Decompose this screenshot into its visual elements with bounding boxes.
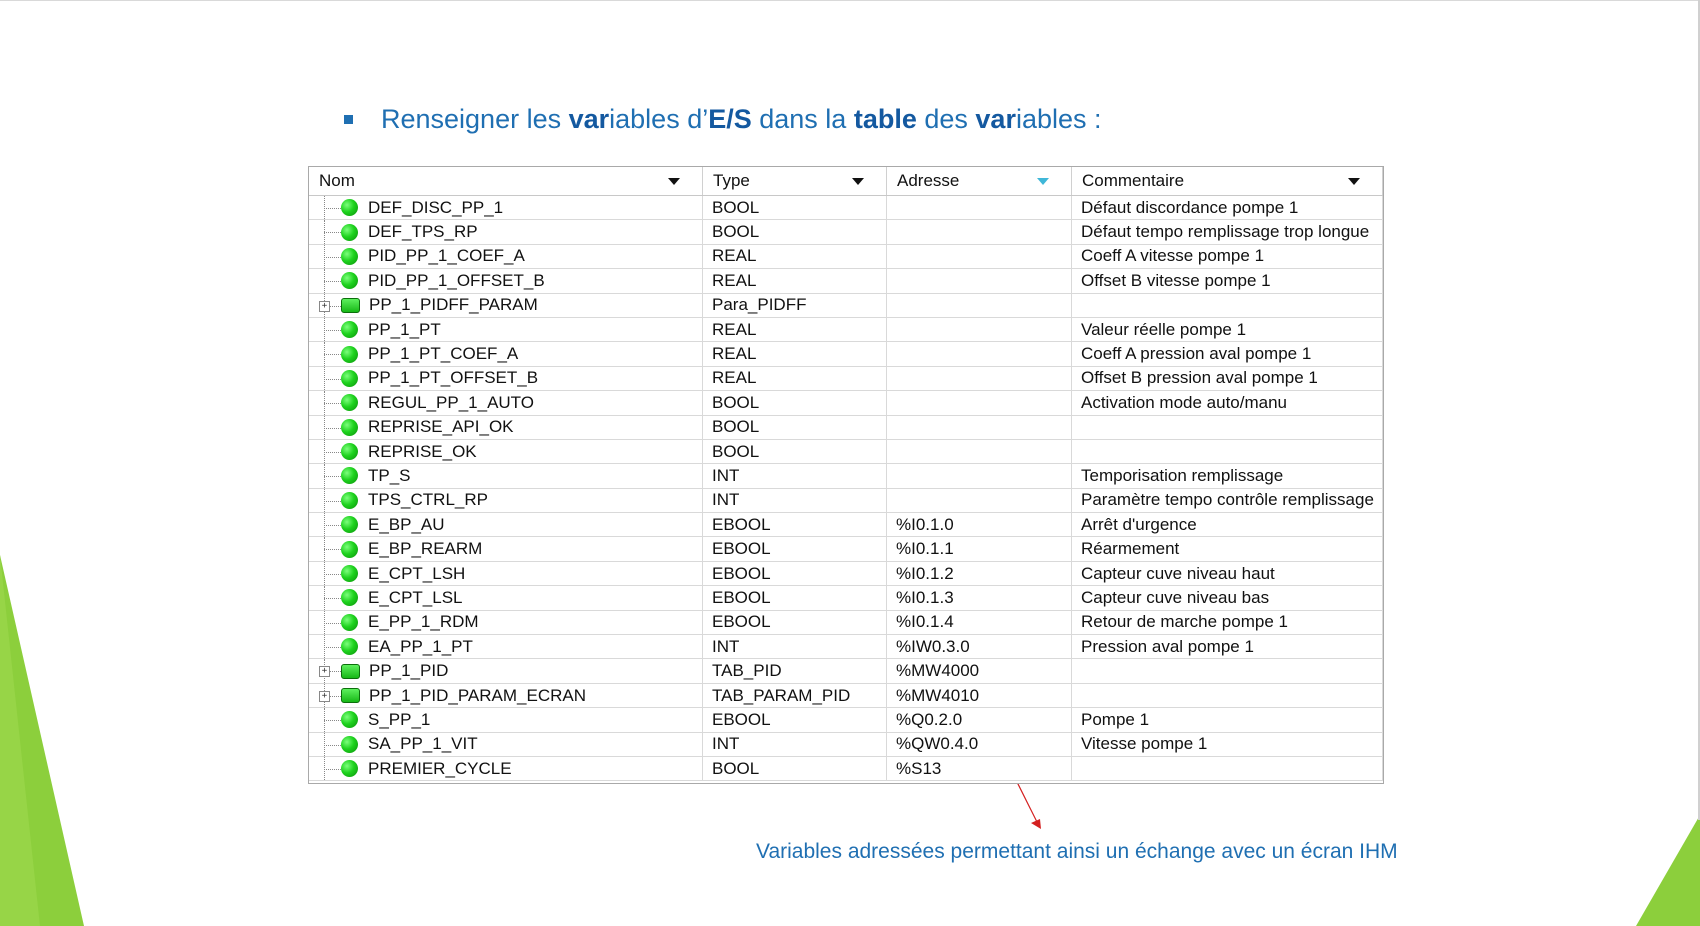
structure-icon <box>341 688 360 703</box>
tree-connector <box>309 269 341 292</box>
table-row[interactable] <box>309 294 1383 318</box>
cell-comment[interactable]: Coeff A vitesse pompe 1 <box>1072 245 1383 268</box>
cell-name[interactable] <box>309 537 703 560</box>
table-row[interactable] <box>309 733 1383 757</box>
slide-heading <box>344 104 1102 135</box>
variable-icon <box>341 492 358 509</box>
cell-address[interactable] <box>887 440 1072 463</box>
variable-name: REPRISE_API_OK <box>368 417 514 437</box>
variable-name: PP_1_PT_COEF_A <box>368 344 519 364</box>
table-header <box>309 167 1383 196</box>
cell-type[interactable]: REAL <box>703 342 887 365</box>
tree-connector <box>309 391 341 414</box>
cell-name[interactable] <box>309 440 703 463</box>
cell-name[interactable] <box>309 611 703 634</box>
tree-connector <box>309 220 341 243</box>
variable-icon <box>341 736 358 753</box>
cell-address[interactable] <box>887 489 1072 512</box>
cell-comment[interactable] <box>1072 294 1383 317</box>
left-green-triangle-light <box>0 555 40 926</box>
table-row[interactable] <box>309 611 1383 635</box>
slide-top-border <box>0 0 1700 1</box>
structure-icon <box>341 298 360 313</box>
cell-name[interactable] <box>309 269 703 292</box>
tree-connector <box>309 245 341 268</box>
tree-connector <box>309 708 341 731</box>
cell-name[interactable] <box>309 586 703 609</box>
table-row[interactable] <box>309 659 1383 683</box>
cell-name[interactable] <box>309 757 703 780</box>
filter-dropdown-icon[interactable] <box>1348 178 1360 185</box>
cell-comment[interactable]: Arrêt d'urgence <box>1072 513 1383 536</box>
variable-icon <box>341 419 358 436</box>
cell-type[interactable]: BOOL <box>703 757 887 780</box>
cell-comment[interactable]: Défaut tempo remplissage trop longue <box>1072 220 1383 243</box>
tree-connector <box>309 562 341 585</box>
table-row[interactable] <box>309 245 1383 269</box>
variable-name: TP_S <box>368 465 411 485</box>
tree-connector <box>309 635 341 658</box>
variable-name: PP_1_PID <box>369 661 449 681</box>
table-row[interactable] <box>309 416 1383 440</box>
cell-type[interactable]: EBOOL <box>703 562 887 585</box>
tree-connector <box>309 294 341 317</box>
cell-address[interactable]: %I0.1.2 <box>887 562 1072 585</box>
table-row[interactable] <box>309 513 1383 537</box>
table-row[interactable] <box>309 757 1383 781</box>
variable-name: E_CPT_LSH <box>368 563 466 583</box>
table-row[interactable] <box>309 318 1383 342</box>
table-row[interactable] <box>309 537 1383 561</box>
cell-address[interactable] <box>887 416 1072 439</box>
cell-comment[interactable]: Retour de marche pompe 1 <box>1072 611 1383 634</box>
tree-connector <box>309 318 341 341</box>
variable-icon <box>341 394 358 411</box>
variable-name: E_BP_REARM <box>368 539 483 559</box>
annotation-arrow-head <box>1031 819 1041 829</box>
variable-icon <box>341 614 358 631</box>
cell-comment[interactable]: Paramètre tempo contrôle remplissage <box>1072 489 1383 512</box>
cell-comment[interactable] <box>1072 659 1383 682</box>
cell-type[interactable]: REAL <box>703 367 887 390</box>
cell-address[interactable] <box>887 269 1072 292</box>
cell-address[interactable]: %IW0.3.0 <box>887 635 1072 658</box>
table-row[interactable] <box>309 464 1383 488</box>
cell-address[interactable]: %I0.1.0 <box>887 513 1072 536</box>
tree-connector <box>309 586 341 609</box>
variable-icon <box>341 516 358 533</box>
cell-comment[interactable]: Offset B pression aval pompe 1 <box>1072 367 1383 390</box>
column-header-type[interactable]: Type <box>703 167 887 195</box>
cell-name[interactable] <box>309 635 703 658</box>
cell-type[interactable]: INT <box>703 635 887 658</box>
cell-comment[interactable]: Capteur cuve niveau haut <box>1072 562 1383 585</box>
cell-type[interactable]: INT <box>703 733 887 756</box>
cell-name[interactable] <box>309 659 703 682</box>
cell-address[interactable] <box>887 367 1072 390</box>
variable-icon <box>341 565 358 582</box>
cell-type[interactable]: EBOOL <box>703 611 887 634</box>
cell-comment[interactable] <box>1072 684 1383 707</box>
table-row[interactable] <box>309 367 1383 391</box>
variable-name: TPS_CTRL_RP <box>368 490 488 510</box>
cell-name[interactable] <box>309 684 703 707</box>
variable-icon <box>341 760 358 777</box>
cell-type[interactable]: INT <box>703 464 887 487</box>
variable-name: S_PP_1 <box>368 709 431 729</box>
cell-name[interactable] <box>309 562 703 585</box>
cell-comment[interactable]: Vitesse pompe 1 <box>1072 733 1383 756</box>
cell-address[interactable] <box>887 220 1072 243</box>
variable-icon <box>341 272 358 289</box>
variable-icon <box>341 321 358 338</box>
variable-name: REGUL_PP_1_AUTO <box>368 392 534 412</box>
cell-type[interactable]: TAB_PARAM_PID <box>703 684 887 707</box>
table-row[interactable] <box>309 342 1383 366</box>
tree-connector <box>309 684 341 707</box>
tree-connector <box>309 489 341 512</box>
tree-connector <box>309 733 341 756</box>
cell-comment[interactable]: Coeff A pression aval pompe 1 <box>1072 342 1383 365</box>
cell-address[interactable]: %I0.1.4 <box>887 611 1072 634</box>
cell-address[interactable]: %MW4000 <box>887 659 1072 682</box>
cell-type[interactable]: EBOOL <box>703 537 887 560</box>
cell-name[interactable] <box>309 367 703 390</box>
cell-type[interactable]: TAB_PID <box>703 659 887 682</box>
variable-name: PID_PP_1_COEF_A <box>368 246 525 266</box>
tree-connector <box>309 440 341 463</box>
cell-comment[interactable]: Valeur réelle pompe 1 <box>1072 318 1383 341</box>
left-green-triangle <box>0 555 84 926</box>
tree-connector <box>309 342 341 365</box>
cell-address[interactable]: %Q0.2.0 <box>887 708 1072 731</box>
variable-name: DEF_TPS_RP <box>368 222 478 242</box>
cell-name[interactable] <box>309 489 703 512</box>
cell-address[interactable] <box>887 318 1072 341</box>
cell-address[interactable]: %I0.1.1 <box>887 537 1072 560</box>
variable-icon <box>341 370 358 387</box>
heading-text: Renseigner les variables d’E/S dans la table des variables : <box>381 104 1102 134</box>
tree-connector <box>309 611 341 634</box>
cell-type[interactable]: BOOL <box>703 416 887 439</box>
tree-connector <box>309 367 341 390</box>
cell-comment[interactable]: Pression aval pompe 1 <box>1072 635 1383 658</box>
cell-name[interactable] <box>309 733 703 756</box>
variable-name: PP_1_PT <box>368 319 441 339</box>
cell-address[interactable]: %I0.1.3 <box>887 586 1072 609</box>
variable-name: E_BP_AU <box>368 514 445 534</box>
cell-name[interactable] <box>309 342 703 365</box>
cell-type[interactable]: REAL <box>703 245 887 268</box>
cell-comment[interactable] <box>1072 416 1383 439</box>
cell-address[interactable] <box>887 464 1072 487</box>
cell-comment[interactable]: Capteur cuve niveau bas <box>1072 586 1383 609</box>
cell-name[interactable] <box>309 196 703 219</box>
square-bullet-icon <box>344 115 353 124</box>
cell-comment[interactable]: Offset B vitesse pompe 1 <box>1072 269 1383 292</box>
cell-comment[interactable]: Défaut discordance pompe 1 <box>1072 196 1383 219</box>
cell-address[interactable] <box>887 196 1072 219</box>
variable-icon <box>341 541 358 558</box>
cell-name[interactable] <box>309 318 703 341</box>
table-row[interactable] <box>309 562 1383 586</box>
table-row[interactable] <box>309 635 1383 659</box>
filter-dropdown-icon[interactable] <box>668 178 680 185</box>
cell-address[interactable] <box>887 342 1072 365</box>
variable-icon <box>341 467 358 484</box>
variable-name: E_CPT_LSL <box>368 587 463 607</box>
filter-dropdown-icon[interactable] <box>852 178 864 185</box>
variable-name: PP_1_PIDFF_PARAM <box>369 295 538 315</box>
cell-name[interactable] <box>309 220 703 243</box>
variable-icon <box>341 224 358 241</box>
right-green-triangle <box>1636 815 1700 926</box>
cell-address[interactable]: %S13 <box>887 757 1072 780</box>
variable-name: EA_PP_1_PT <box>368 636 473 656</box>
filter-active-icon[interactable] <box>1037 178 1049 185</box>
cell-type[interactable]: BOOL <box>703 196 887 219</box>
cell-type[interactable]: BOOL <box>703 391 887 414</box>
cell-type[interactable]: REAL <box>703 269 887 292</box>
cell-address[interactable]: %QW0.4.0 <box>887 733 1072 756</box>
variable-name: SA_PP_1_VIT <box>368 734 478 754</box>
variable-icon <box>341 199 358 216</box>
table-row[interactable] <box>309 684 1383 708</box>
cell-comment[interactable]: Pompe 1 <box>1072 708 1383 731</box>
cell-type[interactable]: Para_PIDFF <box>703 294 887 317</box>
tree-connector <box>309 659 341 682</box>
variable-icon <box>341 638 358 655</box>
table-row[interactable] <box>309 220 1383 244</box>
cell-address[interactable] <box>887 245 1072 268</box>
column-header-nom[interactable]: Nom <box>309 167 703 195</box>
table-row[interactable] <box>309 489 1383 513</box>
table-row[interactable] <box>309 708 1383 732</box>
expand-plus-icon[interactable]: + <box>319 691 330 702</box>
variable-icon <box>341 346 358 363</box>
cell-comment[interactable] <box>1072 757 1383 780</box>
variable-name: REPRISE_OK <box>368 441 477 461</box>
cell-type[interactable]: EBOOL <box>703 586 887 609</box>
cell-comment[interactable] <box>1072 440 1383 463</box>
variable-icon <box>341 711 358 728</box>
table-row[interactable] <box>309 391 1383 415</box>
expand-plus-icon[interactable]: + <box>319 666 330 677</box>
cell-name[interactable] <box>309 708 703 731</box>
cell-comment[interactable]: Réarmement <box>1072 537 1383 560</box>
cell-type[interactable]: REAL <box>703 318 887 341</box>
tree-connector <box>309 513 341 536</box>
cell-comment[interactable]: Temporisation remplissage <box>1072 464 1383 487</box>
column-header-commentaire[interactable]: Commentaire <box>1072 167 1383 195</box>
variables-table <box>308 166 1384 784</box>
cell-type[interactable]: INT <box>703 489 887 512</box>
column-header-adresse[interactable]: Adresse <box>887 167 1072 195</box>
cell-address[interactable] <box>887 391 1072 414</box>
cell-comment[interactable]: Activation mode auto/manu <box>1072 391 1383 414</box>
cell-name[interactable] <box>309 245 703 268</box>
cell-type[interactable]: BOOL <box>703 220 887 243</box>
cell-name[interactable] <box>309 464 703 487</box>
cell-type[interactable]: EBOOL <box>703 708 887 731</box>
cell-address[interactable] <box>887 294 1072 317</box>
expand-plus-icon[interactable]: + <box>319 301 330 312</box>
variable-icon <box>341 589 358 606</box>
variable-name: PREMIER_CYCLE <box>368 758 512 778</box>
cell-name[interactable] <box>309 294 703 317</box>
variable-icon <box>341 443 358 460</box>
tree-connector <box>309 537 341 560</box>
cell-type[interactable]: BOOL <box>703 440 887 463</box>
variable-name: E_PP_1_RDM <box>368 612 479 632</box>
cell-type[interactable]: EBOOL <box>703 513 887 536</box>
structure-icon <box>341 664 360 679</box>
variable-name: PID_PP_1_OFFSET_B <box>368 270 545 290</box>
tree-connector <box>309 757 341 780</box>
table-row[interactable] <box>309 196 1383 220</box>
variable-name: DEF_DISC_PP_1 <box>368 197 504 217</box>
cell-name[interactable] <box>309 513 703 536</box>
table-row[interactable] <box>309 440 1383 464</box>
tree-connector <box>309 416 341 439</box>
annotation-caption: Variables adressées permettant ainsi un échange avec un écran IHM <box>756 840 1398 863</box>
variable-name: PP_1_PT_OFFSET_B <box>368 368 539 388</box>
tree-connector <box>309 196 341 219</box>
cell-address[interactable]: %MW4010 <box>887 684 1072 707</box>
variable-name: PP_1_PID_PARAM_ECRAN <box>369 685 586 705</box>
variable-icon <box>341 248 358 265</box>
table-row[interactable] <box>309 586 1383 610</box>
cell-name[interactable] <box>309 416 703 439</box>
cell-name[interactable] <box>309 391 703 414</box>
table-row[interactable] <box>309 269 1383 293</box>
table-body <box>309 196 1383 781</box>
tree-connector <box>309 464 341 487</box>
